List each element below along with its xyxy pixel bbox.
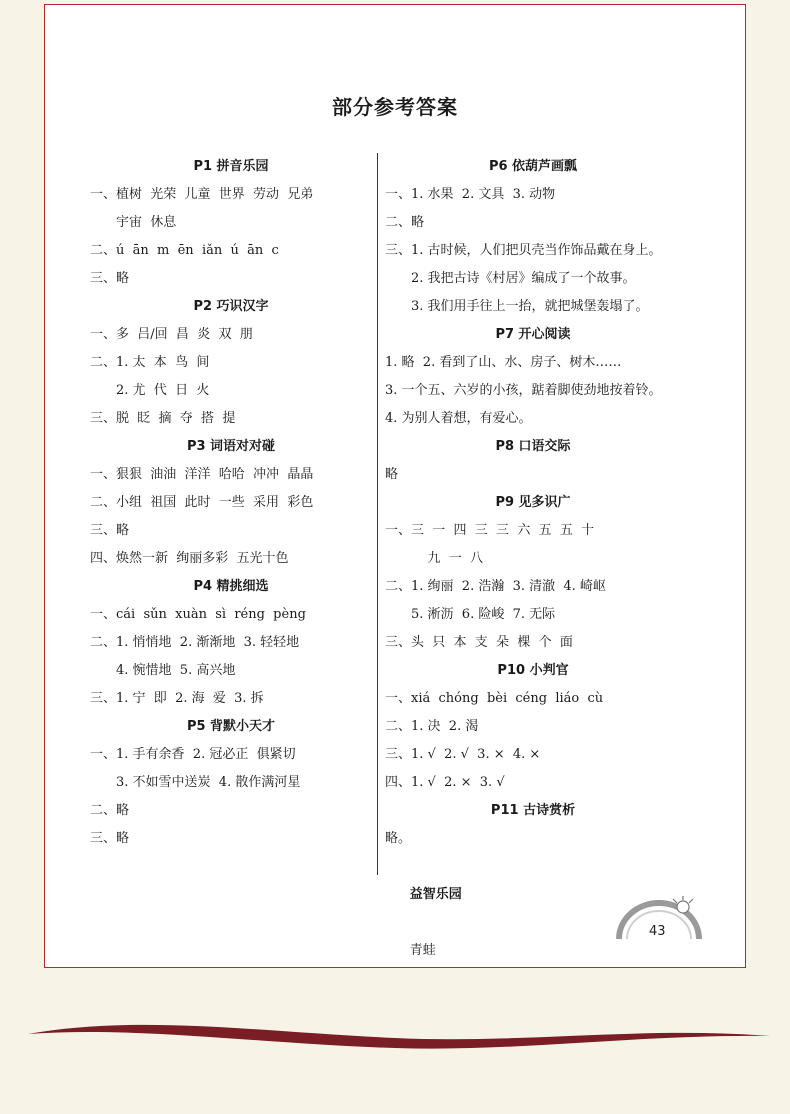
section-heading: P7 开心阅读	[495, 327, 571, 342]
extra-label: 益智乐园	[409, 887, 462, 902]
answer-line: 一、狠狠 油油 洋洋 哈哈 冲冲 晶晶	[90, 467, 314, 482]
sun-icon	[677, 901, 689, 913]
extra-answer: 青蛙	[409, 943, 436, 958]
answer-line: 三、1. √ 2. √ 3. × 4. ×	[385, 747, 541, 762]
answer-line: 三、1. 宁 即 2. 海 爱 3. 拆	[90, 691, 264, 706]
section-heading: P2 巧识汉字	[193, 299, 269, 314]
answer-line: 三、脱 眨 摘 夺 搭 提	[90, 411, 236, 426]
section-heading: P4 精挑细选	[193, 579, 269, 594]
answer-line: 5. 淅沥 6. 险峻 7. 无际	[411, 607, 556, 622]
column-divider	[377, 153, 378, 875]
answer-line: 二、略	[90, 803, 130, 818]
answer-line: 一、三 一 四 三 三 六 五 五 十	[385, 523, 595, 538]
section-p8	[385, 433, 681, 489]
section-p7	[385, 321, 681, 433]
answer-line: 三、略	[90, 523, 130, 538]
answer-line: 2. 尤 代 日 火	[116, 383, 210, 398]
answer-line: 三、1. 古时候，人们把贝壳当作饰品戴在身上。	[385, 243, 662, 258]
answer-line: 一、植树 光荣 儿童 世界 劳动 兄弟	[90, 187, 314, 202]
section-heading: P11 古诗赏析	[490, 803, 576, 818]
answer-line: 三、略	[90, 271, 130, 286]
answer-line: 二、略	[385, 215, 425, 230]
section-heading: P1 拼音乐园	[193, 159, 269, 174]
section-heading: P8 口语交际	[495, 439, 571, 454]
answer-sheet	[44, 4, 746, 968]
answer-line: 宇宙 休息	[116, 215, 177, 230]
answer-line: 一、xiá chóng bèi céng liáo cù	[385, 691, 604, 706]
answer-line: 二、1. 决 2. 渴	[385, 719, 479, 734]
section-heading: P10 小判官	[497, 663, 569, 678]
section-p3	[90, 433, 372, 573]
answer-line: 略。	[385, 831, 412, 846]
page-number: 43	[649, 924, 666, 939]
answer-line: 3. 我们用手往上一抬，就把城堡轰塌了。	[411, 299, 649, 314]
section-p2	[90, 293, 372, 433]
decorative-wave	[0, 1008, 790, 1058]
answer-line: 4. 惋惜地 5. 高兴地	[116, 663, 236, 678]
answer-line: 一、1. 水果 2. 文具 3. 动物	[385, 187, 556, 202]
answer-line: 3. 一个五、六岁的小孩，踮着脚使劲地按着铃。	[385, 383, 662, 398]
answer-line: 一、多 吕/回 昌 炎 双 朋	[90, 327, 253, 342]
answer-line: 二、ú ān m ēn iǎn ú ān c	[90, 243, 279, 258]
answer-line: 四、焕然一新 绚丽多彩 五光十色	[90, 551, 289, 566]
answer-line: 二、小组 祖国 此时 一些 采用 彩色	[90, 495, 314, 510]
answer-line: 三、头 只 本 支 朵 棵 个 面	[385, 635, 573, 650]
section-heading: P3 词语对对碰	[186, 439, 276, 454]
section-heading: P5 背默小天才	[186, 719, 276, 734]
section-p6	[385, 153, 681, 321]
section-p10	[385, 657, 681, 797]
answer-line: 四、1. √ 2. × 3. √	[385, 775, 505, 790]
answer-line: 略	[385, 467, 399, 482]
answer-line: 三、略	[90, 831, 130, 846]
page-title: 部分参考答案	[332, 95, 458, 119]
answer-line: 九 一 八	[411, 551, 484, 566]
page-number-badge	[613, 895, 705, 945]
section-heading: P9 见多识广	[495, 495, 571, 510]
answer-line: 二、1. 绚丽 2. 浩瀚 3. 清澈 4. 崎岖	[385, 579, 606, 594]
answer-line: 一、cái sǔn xuàn sì réng pèng	[90, 607, 306, 622]
section-p11	[385, 797, 681, 853]
section-heading: P6 依葫芦画瓢	[488, 159, 578, 174]
left-column	[90, 153, 372, 853]
answer-line: 1. 略 2. 看到了山、水、房子、树木……	[385, 355, 622, 370]
answer-line: 2. 我把古诗《村居》编成了一个故事。	[411, 271, 636, 286]
section-p4	[90, 573, 372, 713]
answer-line: 二、1. 太 本 鸟 间	[90, 355, 210, 370]
answer-line: 3. 不如雪中送炭 4. 散作满河星	[116, 775, 301, 790]
answer-line: 二、1. 悄悄地 2. 渐渐地 3. 轻轻地	[90, 635, 300, 650]
section-p9	[385, 489, 681, 657]
section-p5	[90, 713, 372, 853]
answer-line: 一、1. 手有余香 2. 冠必正 俱紧切	[90, 747, 296, 762]
section-p1	[90, 153, 372, 293]
answer-line: 4. 为别人着想，有爱心。	[385, 411, 532, 426]
